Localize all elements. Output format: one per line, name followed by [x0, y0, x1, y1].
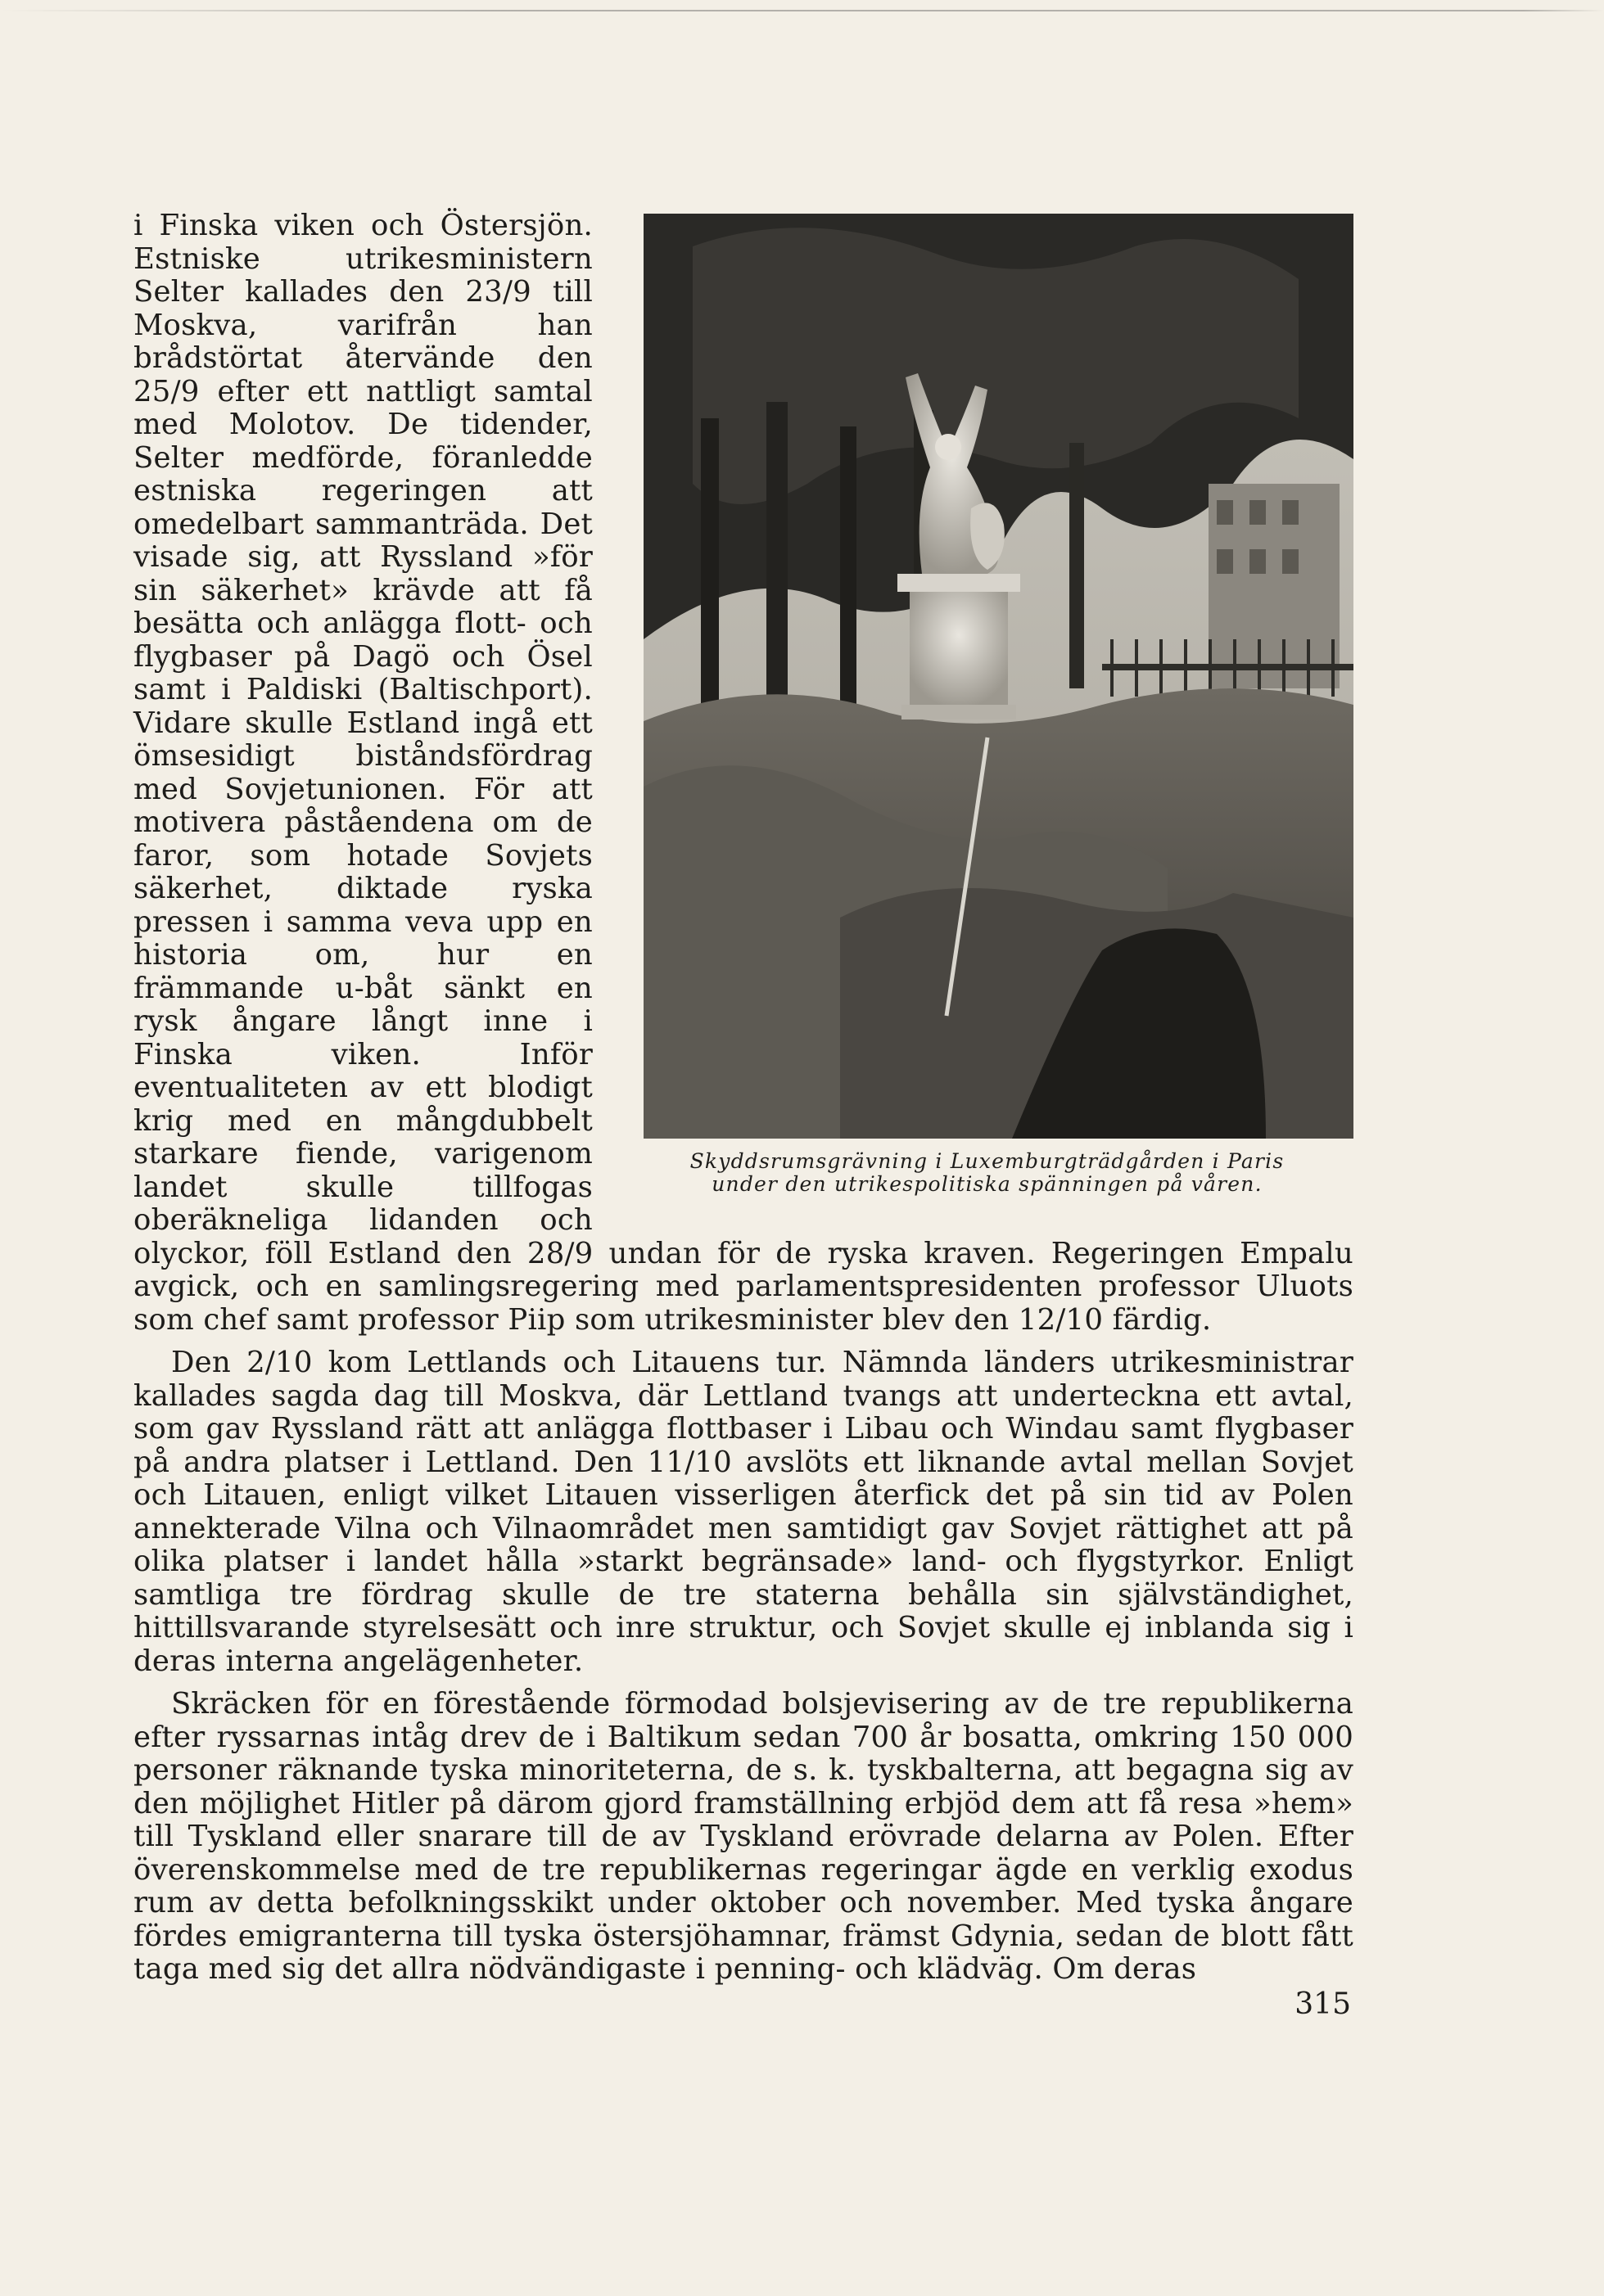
- page-number: 315: [1294, 1987, 1351, 2021]
- paragraph-2: Den 2/10 kom Lettlands och Litauens tur. Nämnda länders utrikesministrar kallades sagda dag till Moskva, där Lettland tvangs att underteckna ett avtal, som gav Ryssland rätt att anlägga flottbaser i Libau och Windau samt flygbaser på andra platser i Lettland. Den 11/10 avslöts ett liknande avtal mellan Sovjet och Litauen, enligt vilket Litauen visserligen återfick det på sin tid av Polen annekterade Vilna och Vilnaområdet men samtidigt gav Sovjet rättighet att på olika platser i landet hålla »starkt begränsade» land- och flygstyrkor. Enligt samtliga tre fördrag skulle de tre staterna behålla sin självständighet, hittillsvarande styrelsesätt och inre struktur, och Sovjet skulle ej inblanda sig i deras interna angelägenheter.: [133, 1346, 1353, 1678]
- figure-caption: [621, 1150, 1353, 1196]
- body-text: [133, 210, 1353, 1987]
- caption-line-2: under den utrikespolitiska spänningen på våren.: [712, 1172, 1263, 1196]
- figure: [621, 207, 1353, 1222]
- paragraph-3: Skräcken för en förestående förmodad bolsjevisering av de tre republikerna efter ryssarnas intåg drev de i Baltikum sedan 700 år bosatta, omkring 150 000 personer räknande tyska minoriteterna, de s. k. tyskbalterna, att begagna sig av den möjlighet Hitler på därom gjord framställning erbjöd dem att få resa »hem» till Tyskland eller snarare till de av Tyskland erövrade delarna av Polen. Efter överenskommelse med de tre republikernas regeringar ägde en verklig exodus rum av detta befolkningsskikt under oktober och november. Med tyska ångare fördes emigranterna till tyska östersjöhamnar, främst Gdynia, sedan de blott fått taga med sig det allra nödvändigaste i penning- och klädväg. Om deras: [133, 1687, 1353, 1986]
- top-edge-line: [0, 10, 1604, 11]
- photo-park-trench-statue: [644, 214, 1353, 1139]
- caption-line-1: Skyddsrumsgrävning i Luxemburgträdgården i Paris: [689, 1149, 1285, 1173]
- paragraph-1: i Finska viken och Östersjön. Estniske utrikesministern Selter kallades den 23/9 till Moskva, varifrån han brådstörtat återvände den 25/9 efter ett nattligt samtal med Molotov. De tidender, Selter medförde, föranledde estniska regeringen att omedelbart sammanträda. Det visade sig, att Ryssland »för sin säkerhet» krävde att få besätta och anlägga flott- och flygbaser på Dagö och Ösel samt i Paldiski (Baltischport). Vidare skulle Estland ingå ett ömsesidigt biståndsfördrag med Sovjetunionen. För att motivera påståendena om de faror, som hotade Sovjets säkerhet, diktade ryska pressen i samma veva upp en historia om, hur en främmande u-båt sänkt en rysk ångare långt inne i Finska viken. Inför eventualiteten av ett blodigt krig med en mångdubbelt starkare fiende, varigenom landet skulle tillfogas oberäkneliga lidanden och olyckor, föll Estland den 28/9 undan för de ryska kraven. Regeringen Empalu avgick, och en samlingsregering med parlamentspresidenten professor Uluots som chef samt professor Piip som utrikesminister blev den 12/10 färdig.: [133, 209, 1353, 1337]
